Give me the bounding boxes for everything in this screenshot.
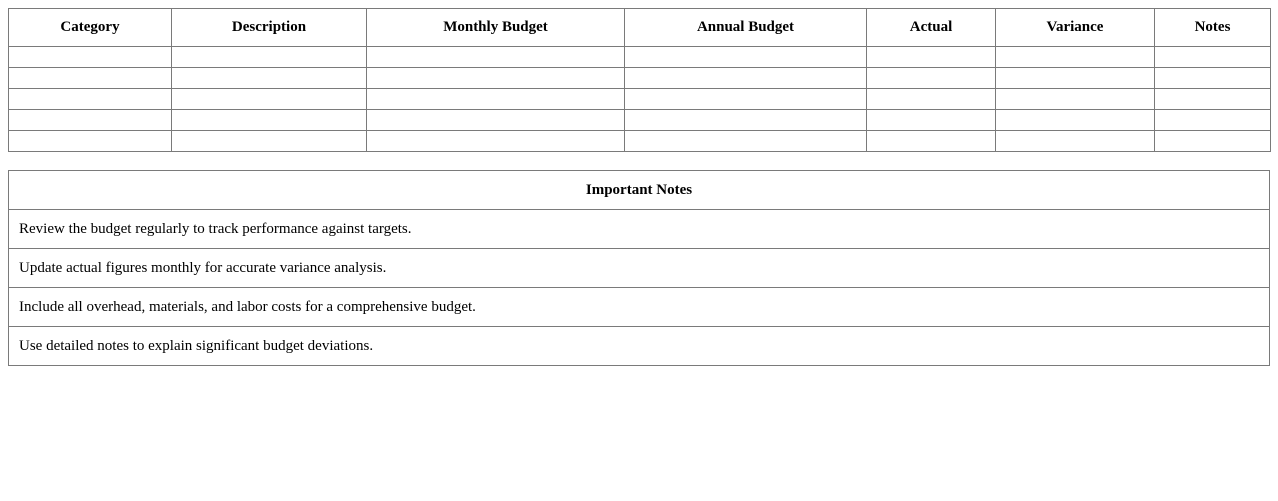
important-notes-table	[8, 170, 1270, 366]
notes-title: Important Notes	[9, 171, 1270, 210]
table-row	[9, 110, 1271, 131]
table-cell[interactable]	[1155, 47, 1271, 68]
column-header-description: Description	[172, 9, 367, 47]
note-item: Use detailed notes to explain significant budget deviations.	[9, 327, 1270, 366]
table-cell[interactable]	[367, 89, 625, 110]
table-cell[interactable]	[625, 131, 867, 152]
table-row	[9, 131, 1271, 152]
table-row	[9, 89, 1271, 110]
column-header-notes: Notes	[1155, 9, 1271, 47]
table-cell[interactable]	[996, 68, 1155, 89]
table-cell[interactable]	[9, 89, 172, 110]
column-header-category: Category	[9, 9, 172, 47]
note-row	[9, 249, 1270, 288]
column-header-annual-budget: Annual Budget	[625, 9, 867, 47]
table-cell[interactable]	[867, 89, 996, 110]
table-cell[interactable]	[9, 131, 172, 152]
table-cell[interactable]	[9, 110, 172, 131]
table-cell[interactable]	[1155, 131, 1271, 152]
table-cell[interactable]	[1155, 89, 1271, 110]
table-cell[interactable]	[996, 89, 1155, 110]
note-row	[9, 288, 1270, 327]
column-header-variance: Variance	[996, 9, 1155, 47]
table-cell[interactable]	[867, 68, 996, 89]
budget-table	[8, 8, 1271, 152]
table-cell[interactable]	[367, 110, 625, 131]
table-cell[interactable]	[867, 131, 996, 152]
column-header-monthly-budget: Monthly Budget	[367, 9, 625, 47]
table-cell[interactable]	[172, 110, 367, 131]
note-row	[9, 327, 1270, 366]
column-header-actual: Actual	[867, 9, 996, 47]
table-cell[interactable]	[996, 131, 1155, 152]
table-cell[interactable]	[625, 68, 867, 89]
table-cell[interactable]	[367, 47, 625, 68]
table-cell[interactable]	[172, 131, 367, 152]
table-cell[interactable]	[625, 110, 867, 131]
note-item: Include all overhead, materials, and labor costs for a comprehensive budget.	[9, 288, 1270, 327]
note-item: Review the budget regularly to track performance against targets.	[9, 210, 1270, 249]
note-row	[9, 210, 1270, 249]
table-cell[interactable]	[9, 47, 172, 68]
table-cell[interactable]	[9, 68, 172, 89]
table-cell[interactable]	[172, 47, 367, 68]
note-item: Update actual figures monthly for accurate variance analysis.	[9, 249, 1270, 288]
table-cell[interactable]	[1155, 110, 1271, 131]
budget-header-row	[9, 9, 1271, 47]
notes-header-row	[9, 171, 1270, 210]
document-body	[8, 8, 1270, 366]
table-cell[interactable]	[867, 47, 996, 68]
table-cell[interactable]	[172, 68, 367, 89]
table-cell[interactable]	[367, 131, 625, 152]
table-cell[interactable]	[625, 89, 867, 110]
table-cell[interactable]	[1155, 68, 1271, 89]
table-row	[9, 68, 1271, 89]
table-cell[interactable]	[867, 110, 996, 131]
table-row	[9, 47, 1271, 68]
table-cell[interactable]	[367, 68, 625, 89]
table-cell[interactable]	[996, 110, 1155, 131]
table-cell[interactable]	[625, 47, 867, 68]
table-cell[interactable]	[172, 89, 367, 110]
table-cell[interactable]	[996, 47, 1155, 68]
